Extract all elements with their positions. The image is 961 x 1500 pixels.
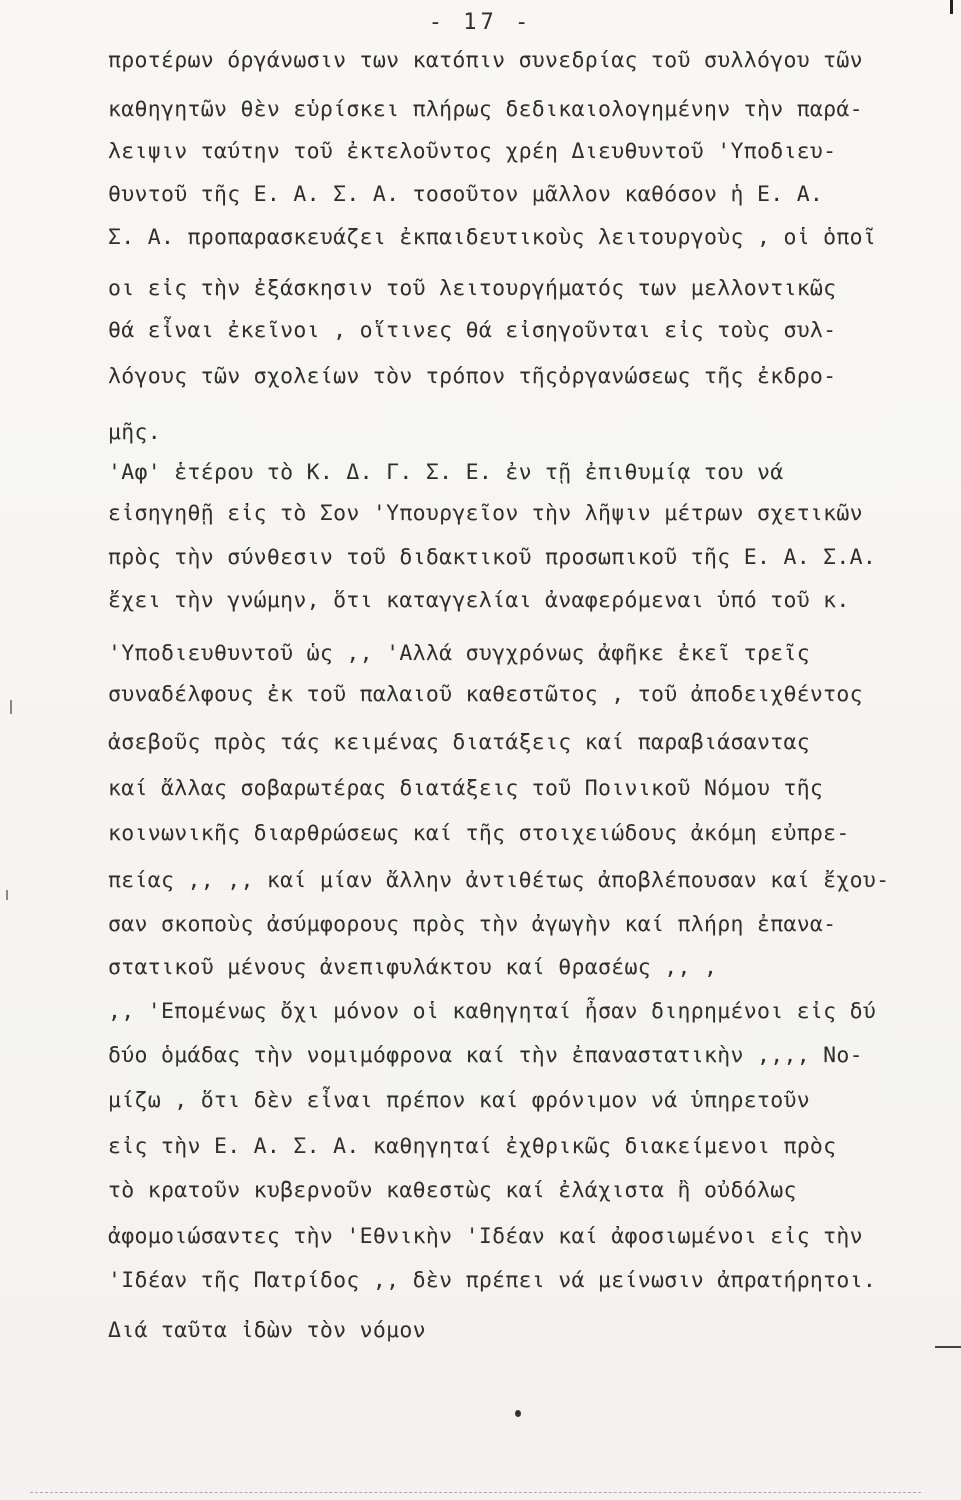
text-line: θυντοῦ τῆς Ε. Α. Σ. Α. τοσοῦτον μᾶλλον καθόσον ἡ Ε. Α. <box>108 182 824 207</box>
text-line: κοινωνικῆς διαρθρώσεως καί τῆς στοιχειώδους ἀκόμη εὐπρε- <box>108 821 850 846</box>
text-line: στατικοῦ μένους ἀνεπιφυλάκτου καί θρασέως ,, , <box>108 955 718 980</box>
text-line: ,, 'Επομένως ὄχι μόνον οἱ καθηγηταί ἦσαν διηρημένοι εἰς δύ <box>108 999 877 1024</box>
text-line: ἔχει τὴν γνώμην, ὅτι καταγγελίαι ἀναφερόμεναι ὑπό τοῦ κ. <box>108 588 850 613</box>
text-line: προτέρων όργάνωσιν των κατόπιν συνεδρίας τοῦ συλλόγου τῶν <box>108 48 863 73</box>
page-bottom-edge <box>30 1492 921 1494</box>
text-line: ἀσεβοῦς πρὸς τάς κειμένας διατάξεις καί παραβιάσαντας <box>108 730 810 755</box>
text-line: εἰς τὴν Ε. Α. Σ. Α. καθηγηταί ἐχθρικῶς διακείμενοι πρὸς <box>108 1134 837 1159</box>
text-line: 'Αφ' ἑτέρου τὸ Κ. Δ. Γ. Σ. Ε. ἐν τῇ ἐπιθυμίᾳ του νά <box>108 460 784 485</box>
text-line: τὸ κρατοῦν κυβερνοῦν καθεστὼς καί ἐλάχιστα ἢ οὐδόλως <box>108 1178 797 1203</box>
text-line: λόγους τῶν σχολείων τὸν τρόπον τῆςὀργανώσεως τῆς ἐκδρο- <box>108 364 837 389</box>
text-line: 'Ιδέαν τῆς Πατρίδος ,, δὲν πρέπει νά μείνωσιν ἀπρατήρητοι. <box>108 1268 877 1293</box>
corner-mark <box>950 0 953 14</box>
text-line: πείας ,, ,, καί μίαν ἄλλην ἀντιθέτως ἀποβλέπουσαν καί ἔχου- <box>108 868 890 893</box>
scan-speck <box>6 890 8 900</box>
text-line: Διά ταῦτα ἰδὼν τὸν νόμον <box>108 1318 426 1343</box>
text-line: θά εἶναι ἐκεῖνοι , οἵτινες θά εἰσηγοῦνται εἰς τοὺς συλ- <box>108 318 837 343</box>
text-line: εἰσηγηθῇ εἰς τὸ Σον 'Υπουργεῖον τὴν λῆψιν μέτρων σχετικῶν <box>108 501 863 526</box>
page-number: - 17 - <box>428 10 533 35</box>
text-line: μῆς. <box>108 420 161 445</box>
scan-speck <box>10 700 12 714</box>
text-line: 'Υποδιευθυντοῦ ὡς ,, 'Αλλά συγχρόνως ἀφῆκε ἐκεῖ τρεῖς <box>108 641 810 666</box>
text-line: συναδέλφους ἐκ τοῦ παλαιοῦ καθεστῶτος , τοῦ ἀποδειχθέντος <box>108 682 863 707</box>
text-line: μίζω , ὅτι δὲν εἶναι πρέπον καί φρόνιμον νά ὑπηρετοῦν <box>108 1088 810 1113</box>
text-line: οι εἰς τὴν ἐξάσκησιν τοῦ λειτουργήματός των μελλοντικῶς <box>108 276 837 301</box>
text-line: λειψιν ταύτην τοῦ ἐκτελοῦντος χρέη Διευθυντοῦ 'Υποδιευ- <box>108 139 837 164</box>
text-line: καί ἄλλας σοβαρωτέρας διατάξεις τοῦ Ποινικοῦ Νόμου τῆς <box>108 776 824 801</box>
text-line: καθηγητῶν θὲν εὑρίσκει πλήρως δεδικαιολογημένην τὴν παρά- <box>108 97 863 122</box>
ink-dot <box>515 1410 521 1417</box>
text-line: Σ. Α. προπαρασκευάζει ἐκπαιδευτικοὺς λειτουργοὺς , οἱ ὁποῖ <box>108 225 877 250</box>
text-line: δύο ὁμάδας τὴν νομιμόφρονα καί τὴν ἐπαναστατικὴν ,,,, Νο- <box>108 1043 863 1068</box>
text-line: ἀφομοιώσαντες τὴν 'Εθνικὴν 'Ιδέαν καί ἀφοσιωμένοι εἰς τὴν <box>108 1224 863 1249</box>
margin-mark <box>935 1346 961 1348</box>
text-line: πρὸς τὴν σύνθεσιν τοῦ διδακτικοῦ προσωπικοῦ τῆς Ε. Α. Σ.Α. <box>108 545 877 570</box>
text-line: σαν σκοποὺς ἀσύμφορους πρὸς τὴν ἀγωγὴν καί πλήρη ἐπανα- <box>108 912 837 937</box>
